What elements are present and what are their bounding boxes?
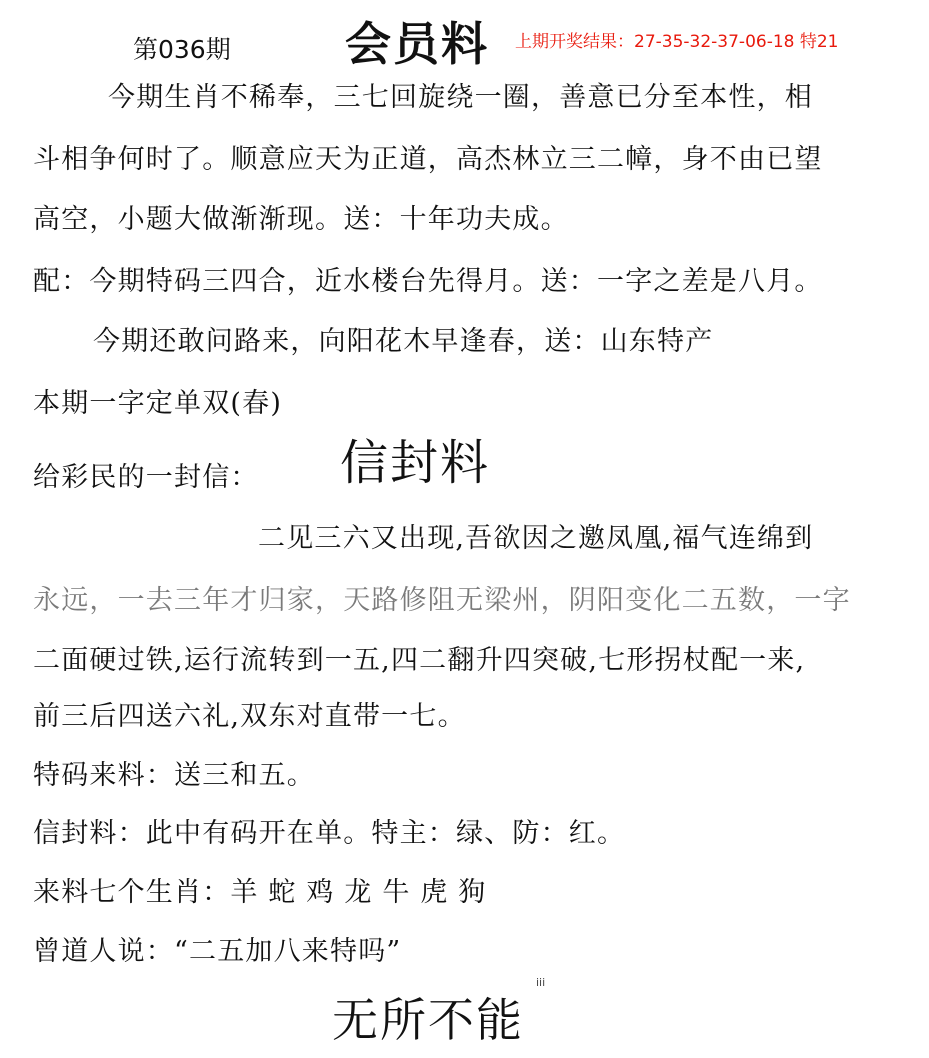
letter-line-7: 来料七个生肖：羊 蛇 鸡 龙 牛 虎 狗 bbox=[33, 877, 487, 908]
letter-line-6: 信封料：此中有码开在单。特主：绿、防：红。 bbox=[33, 818, 626, 849]
member-line-3: 高空，小题大做渐渐现。送：十年功夫成。 bbox=[33, 204, 569, 235]
member-line-4: 配：今期特码三四合，近水楼台先得月。送：一字之差是八月。 bbox=[33, 266, 823, 297]
issue-number: 第036期 bbox=[133, 35, 231, 64]
member-line-6: 本期一字定单双(春) bbox=[33, 388, 283, 419]
letter-line-4: 前三后四送六礼,双东对直带一七。 bbox=[33, 701, 466, 732]
footer-mark: iii bbox=[536, 976, 546, 989]
member-line-5: 今期还敢问路来，向阳花木早逢春，送：山东特产 bbox=[93, 326, 714, 357]
letter-line-1: 二见三六又出现,吾欲因之邀凤凰,福气连绵到 bbox=[258, 523, 814, 554]
last-result-text: 上期开奖结果：27-35-32-37-06-18 特21 bbox=[515, 32, 839, 52]
member-line-1: 今期生肖不稀奉，三七回旋绕一圈，善意已分至本性，相 bbox=[108, 82, 813, 113]
footer-heading: 无所不能 bbox=[332, 993, 524, 1047]
member-heading: 会员料 bbox=[345, 17, 489, 71]
letter-line-2: 永远，一去三年才归家，天路修阻无梁州，阴阳变化二五数，一字 bbox=[33, 585, 851, 616]
letter-line-8: 曾道人说：“二五加八来特吗” bbox=[33, 936, 402, 967]
letter-heading: 信封料 bbox=[340, 435, 491, 491]
letter-line-5: 特码来料：送三和五。 bbox=[33, 760, 315, 791]
letter-line-3: 二面硬过铁,运行流转到一五,四二翻升四突破,七形拐杖配一来, bbox=[33, 645, 806, 676]
letter-intro: 给彩民的一封信： bbox=[33, 462, 259, 493]
member-line-2: 斗相争何时了。顺意应天为正道，高杰林立三二幛，身不由已望 bbox=[33, 144, 823, 175]
